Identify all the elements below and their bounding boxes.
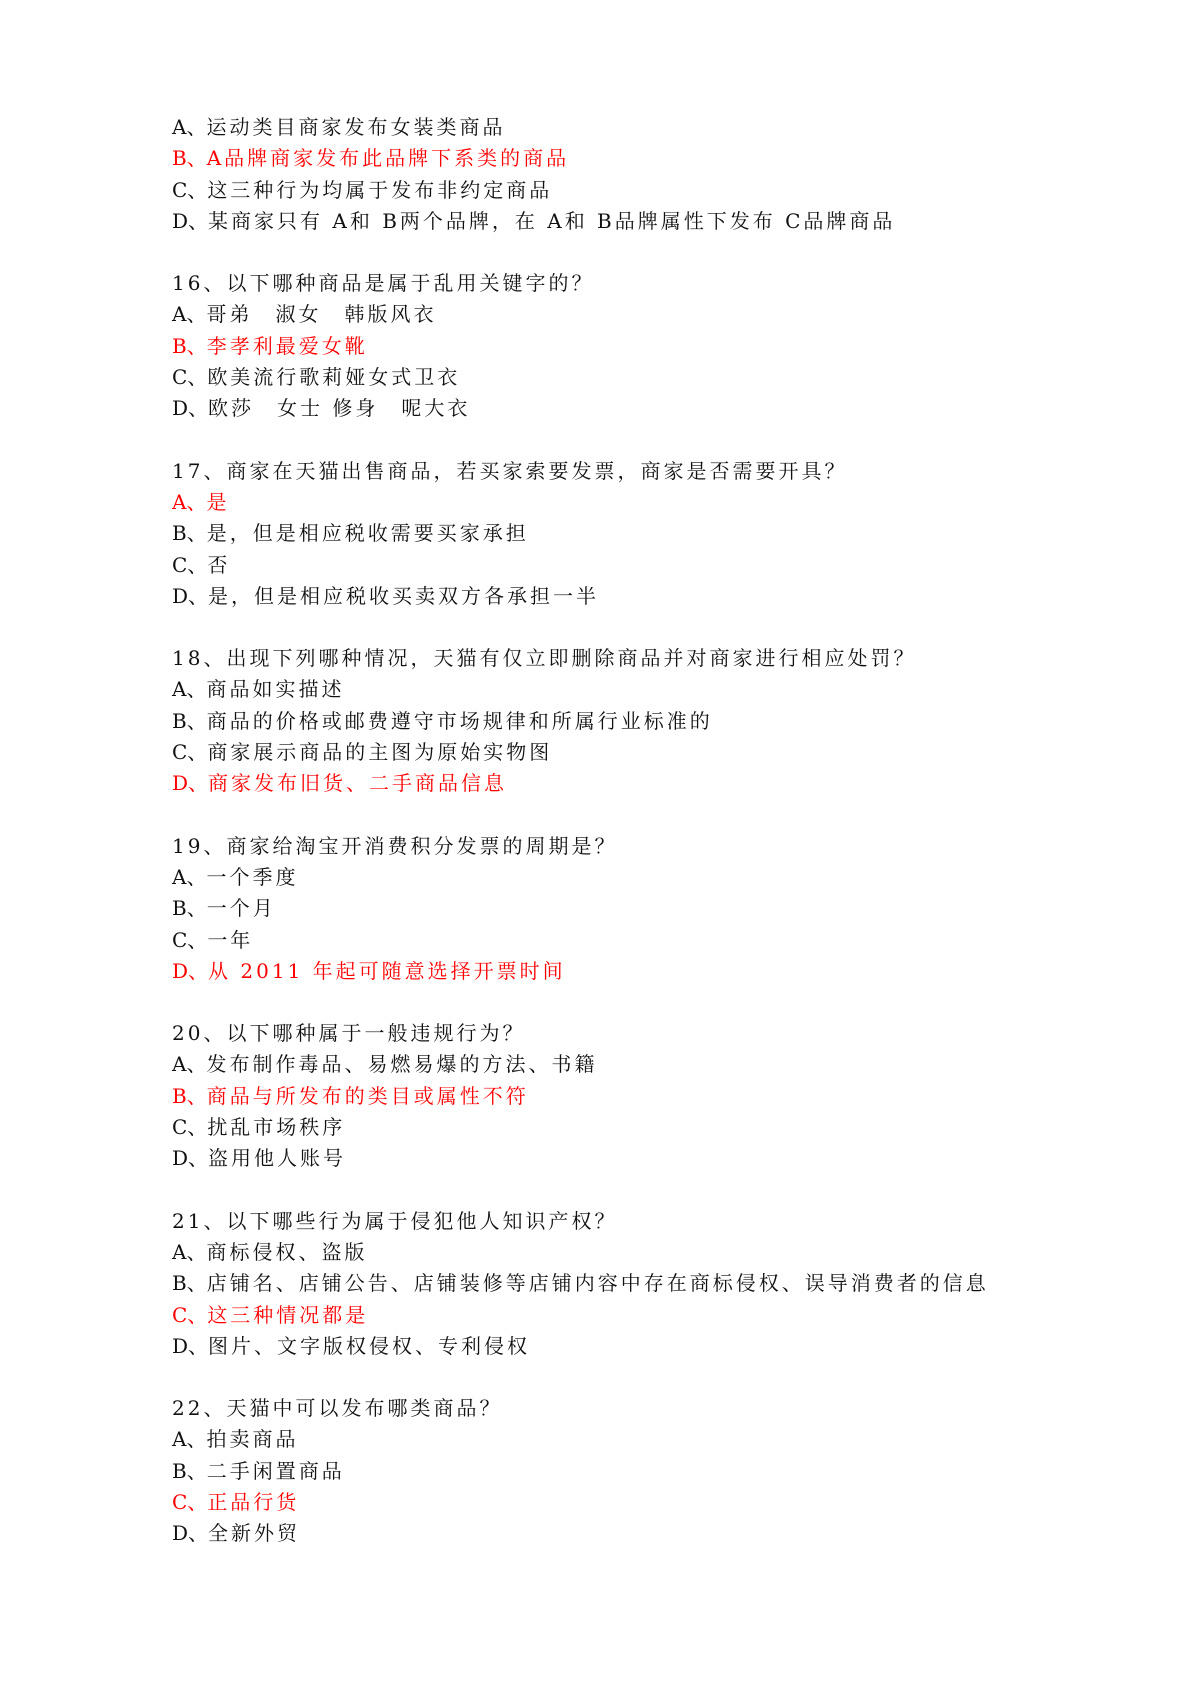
question-block xyxy=(172,268,1132,424)
question-title: 22、天猫中可以发布哪类商品？ xyxy=(172,1396,503,1421)
answer-option-correct xyxy=(172,331,1132,362)
option-letter: C、 xyxy=(172,927,208,952)
answer-option-correct xyxy=(172,956,1132,987)
answer-option xyxy=(172,706,1132,737)
option-text: A品牌商家发布此品牌下系类的商品 xyxy=(206,146,570,171)
option-letter: D、 xyxy=(172,583,209,608)
answer-option xyxy=(172,393,1132,424)
option-text: 运动类目商家发布女装类商品 xyxy=(206,115,506,139)
option-letter: C、 xyxy=(172,740,208,765)
question-title: 18、出现下列哪种情况，天猫有仅立即删除商品并对商家进行相应处罚？ xyxy=(172,646,917,671)
answer-option xyxy=(172,1237,1132,1268)
option-letter: C、 xyxy=(172,1489,208,1514)
question-title: 20、以下哪种属于一般违规行为？ xyxy=(172,1021,526,1046)
answer-option xyxy=(172,112,1132,143)
option-letter: B、 xyxy=(172,896,207,921)
option-letter: A、 xyxy=(172,1052,207,1077)
answer-option xyxy=(172,362,1132,393)
option-text: 商品如实描述 xyxy=(206,677,345,702)
answer-option-correct xyxy=(172,1081,1132,1112)
answer-option xyxy=(172,1268,1132,1299)
option-text: 发布制作毒品、易燃易爆的方法、书籍 xyxy=(206,1052,598,1077)
question-block xyxy=(172,456,1132,612)
option-letter: D、 xyxy=(172,958,209,983)
option-text: 正品行货 xyxy=(207,1489,300,1514)
option-text: 这三种行为均属于发布非约定商品 xyxy=(207,177,553,202)
answer-option xyxy=(172,518,1132,549)
option-text: 一个月 xyxy=(206,896,276,921)
answer-option-correct xyxy=(172,487,1132,518)
question-title: 16、以下哪种商品是属于乱用关键字的？ xyxy=(172,271,595,296)
answer-option xyxy=(172,1518,1132,1549)
option-letter: C、 xyxy=(172,552,208,577)
option-letter: A、 xyxy=(172,677,207,702)
option-letter: D、 xyxy=(172,1333,209,1358)
option-letter: A、 xyxy=(172,864,207,889)
question-block xyxy=(172,1018,1132,1174)
answer-option xyxy=(172,862,1132,893)
question-title: 19、商家给淘宝开消费积分发票的周期是？ xyxy=(172,833,618,858)
option-letter: B、 xyxy=(172,521,207,546)
option-letter: B、 xyxy=(172,1271,207,1296)
option-letter: C、 xyxy=(172,1115,208,1140)
option-letter: B、 xyxy=(172,333,207,358)
answer-option xyxy=(172,737,1132,768)
option-letter: B、 xyxy=(172,1458,207,1483)
option-letter: C、 xyxy=(172,1302,208,1327)
question-block xyxy=(172,1393,1132,1549)
option-text: 店铺名、店铺公告、店铺装修等店铺内容中存在商标侵权、误导消费者的信息 xyxy=(206,1271,989,1296)
option-letter: B、 xyxy=(172,1083,207,1108)
answer-option xyxy=(172,1456,1132,1487)
question-title: 21、以下哪些行为属于侵犯他人知识产权？ xyxy=(172,1208,618,1233)
question-block xyxy=(172,112,1132,237)
question-block xyxy=(172,831,1132,987)
option-letter: D、 xyxy=(172,208,209,233)
option-text: 一个季度 xyxy=(206,864,299,889)
answer-option xyxy=(172,206,1132,237)
answer-option xyxy=(172,1331,1132,1362)
answer-option xyxy=(172,550,1132,581)
option-text: 图片、文字版权侵权、专利侵权 xyxy=(208,1333,531,1358)
option-text: 扰乱市场秩序 xyxy=(207,1115,346,1140)
option-text: 一年 xyxy=(207,927,254,952)
answer-option xyxy=(172,893,1132,924)
option-text: 二手闲置商品 xyxy=(206,1458,345,1483)
answer-option xyxy=(172,925,1132,956)
answer-option xyxy=(172,1049,1132,1080)
option-text: 哥弟 淑女 韩版风衣 xyxy=(206,302,437,327)
answer-option xyxy=(172,1143,1132,1174)
option-text: 这三种情况都是 xyxy=(207,1302,369,1327)
option-letter: A、 xyxy=(172,115,207,139)
option-text: 从 2011 年起可随意选择开票时间 xyxy=(208,958,566,983)
option-text: 盗用他人账号 xyxy=(208,1146,347,1171)
option-text: 否 xyxy=(207,552,231,577)
answer-option-correct xyxy=(172,143,1132,174)
option-text: 是，但是相应税收需要买家承担 xyxy=(206,521,529,546)
option-letter: B、 xyxy=(172,708,207,733)
answer-option-correct xyxy=(172,1487,1132,1518)
option-letter: D、 xyxy=(172,1146,209,1171)
option-text: 商品与所发布的类目或属性不符 xyxy=(206,1083,529,1108)
option-text: 欧莎 女士 修身 呢大衣 xyxy=(208,396,471,421)
answer-option xyxy=(172,1112,1132,1143)
option-letter: B、 xyxy=(172,146,207,171)
answer-option xyxy=(172,581,1132,612)
option-text: 欧美流行歌莉娅女式卫衣 xyxy=(207,365,461,390)
option-letter: A、 xyxy=(172,1239,207,1264)
answer-option xyxy=(172,1424,1132,1455)
option-letter: A、 xyxy=(172,1427,207,1452)
option-letter: C、 xyxy=(172,177,208,202)
option-letter: D、 xyxy=(172,1521,209,1546)
answer-option-correct xyxy=(172,768,1132,799)
answer-option xyxy=(172,674,1132,705)
answer-option xyxy=(172,175,1132,206)
option-letter: C、 xyxy=(172,365,208,390)
answer-option-correct xyxy=(172,1300,1132,1331)
question-block xyxy=(172,1206,1132,1362)
option-text: 是 xyxy=(206,489,230,514)
option-letter: D、 xyxy=(172,771,209,796)
option-letter: D、 xyxy=(172,396,209,421)
question-title: 17、商家在天猫出售商品，若买家索要发票，商家是否需要开具？ xyxy=(172,458,848,483)
option-text: 全新外贸 xyxy=(208,1521,301,1546)
option-letter: A、 xyxy=(172,489,207,514)
option-text: 某商家只有 A和 B两个品牌，在 A和 B品牌属性下发布 C品牌商品 xyxy=(208,208,896,233)
option-text: 商家展示商品的主图为原始实物图 xyxy=(207,740,553,765)
option-text: 拍卖商品 xyxy=(206,1427,299,1452)
option-text: 商家发布旧货、二手商品信息 xyxy=(208,771,508,796)
option-text: 商标侵权、盗版 xyxy=(206,1239,368,1264)
option-text: 李孝利最爱女靴 xyxy=(206,333,368,358)
answer-option xyxy=(172,299,1132,330)
option-text: 商品的价格或邮费遵守市场规律和所属行业标准的 xyxy=(206,708,713,733)
option-text: 是，但是相应税收买卖双方各承担一半 xyxy=(208,583,600,608)
option-letter: A、 xyxy=(172,302,207,327)
question-block xyxy=(172,643,1132,799)
document-page xyxy=(172,112,1132,1581)
